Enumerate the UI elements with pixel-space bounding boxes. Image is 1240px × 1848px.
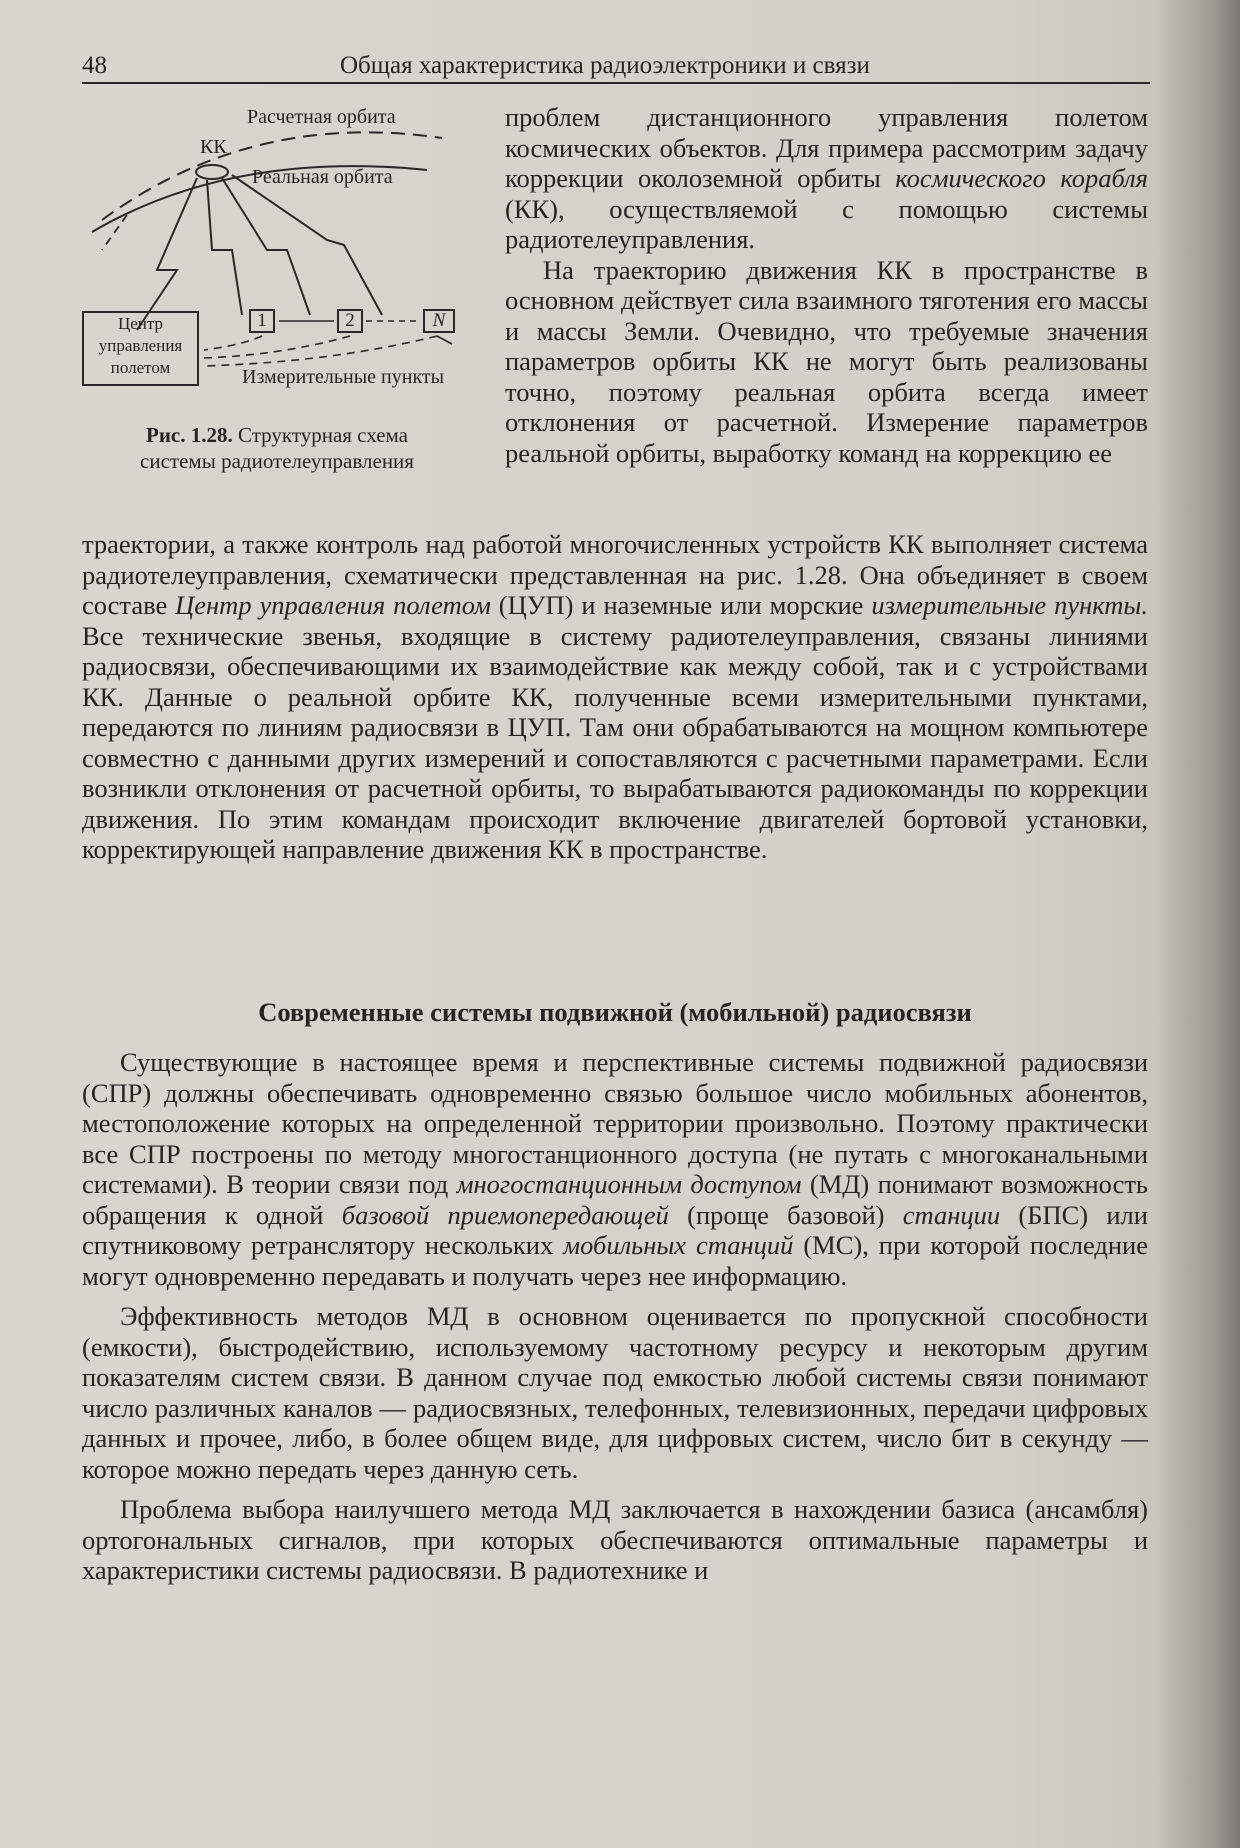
label-calculated-orbit: Расчетная орбита [247, 106, 396, 128]
label-point-2: 2 [345, 310, 355, 331]
section-body [82, 1047, 1148, 1586]
term-measuring-points: измерительные пункты. [871, 590, 1148, 620]
text-run: (БПС) или спутниковому ретранслятору нескольких [82, 1199, 1148, 1260]
term-base-transceiver: базовой приемопередающей [341, 1199, 669, 1230]
caption-line2: системы радиотелеуправления [140, 449, 414, 473]
text-run: (ЦУП) и наземные или морские [490, 590, 872, 620]
term-station: станции [902, 1199, 1001, 1230]
continuation-text [82, 529, 1148, 865]
running-header [82, 50, 1150, 84]
text-run: (КК), осуществляемой с помощью системы радиотелеуправления. [505, 193, 1148, 254]
label-point-n: N [432, 310, 446, 331]
figure-caption [82, 422, 472, 474]
section-paragraph-2: Эффективность методов МД в основном оценивается по пропускной способности (емкости), быстродействию, используемому частотному ресурсу и некоторым другим показателям систем связи. В данном случае под емкостью любой системы связи понимают число различных каналов — радиосвязных, телефонных, телевизионных, передачи цифровых данных и прочее, либо, в более общем виде, для цифровых систем, число бит в секунду — которое можно передать через данную сеть. [82, 1301, 1148, 1484]
intro-paragraph-2: На траекторию движения КК в пространстве в основном действует сила взаимного тяготения его массы и массы Земли. Очевидно, что требуемые значения параметров орбиты КК не могут быть реализованы точно, поэтому реальная орбита всегда имеет отклонения от расчетной. Измерение параметров реальной орбиты, выработку команд на коррекцию ее [505, 254, 1148, 468]
label-center-line2: управления [98, 336, 183, 355]
section-title: Современные системы подвижной (мобильной) радиосвязи [258, 997, 972, 1027]
tick [437, 336, 452, 344]
data-link-2 [204, 336, 350, 358]
text-run: Все технические звенья, входящие в систему радиотелеуправления, связаны линиями радиосвязи, обеспечивающими их взаимодействие как между собой, так и с устройствами КК. Данные о реальной орбите КК, полученные всеми измерительными пунктами, передаются по линиям радиосвязи в ЦУП. Там они обрабатываются на мощном компьютере совместно с данными других измерений и сопоставляются с расчетными параметрами. Если возникли отклонения от расчетной орбиты, то вырабатываются радиокоманды по коррекции движения. По этим командам происходит включение двигателей бортовой установки, корректирующей направление движения КК в пространстве. [82, 620, 1148, 864]
intro-paragraph-1 [505, 102, 1148, 255]
label-center-line3: полетом [110, 358, 171, 377]
page-number: 48 [82, 52, 107, 79]
continuation-paragraph [82, 529, 1148, 865]
running-title: Общая характеристика радиоэлектроники и связи [340, 52, 870, 79]
text-run: Существующие в настоящее время и перспективные системы подвижной радиосвязи (СПР) должны обеспечивать одновременно связью большое число мобильных абонентов, местоположение которых на определенной территории произвольно. Поэтому практически все СПР построены по методу многостанционного доступа (не путать с многоканальными системами). В теории связи под [82, 1047, 1148, 1199]
spacecraft-icon [196, 165, 228, 179]
term-flight-control-center: Центр управления полетом [175, 590, 491, 620]
data-link-n [204, 336, 437, 366]
caption-label: Рис. 1.28. [146, 423, 233, 447]
text-run: (МС), при которой последние могут одновременно передавать и получать через нее информацию. [82, 1230, 1149, 1291]
label-measuring-points: Измерительные пункты [242, 366, 445, 388]
term-mobile-stations: мобильных станций [563, 1230, 794, 1260]
radio-link-center [137, 178, 197, 330]
label-real-orbit: Реальная орбита [252, 166, 393, 188]
text-run: (МД) понимают возможность обращения к одной [82, 1169, 1149, 1230]
figure-1-28 [82, 100, 482, 500]
term-spacecraft: космического корабля [895, 163, 1148, 193]
data-link-1 [204, 336, 262, 350]
term-multistation-access: многостанционным доступом [456, 1169, 802, 1199]
label-center-line1: Центр [117, 314, 164, 333]
text-run: траектории, а также контроль над работой многочисленных устройств КК выполняет система радиотелеуправления, схематически представленная на рис. 1.28. Она объединяет в своем составе [82, 529, 1148, 620]
right-column-text [505, 102, 1148, 468]
text-run: (проще базовой) [668, 1199, 903, 1230]
section-paragraph-3: Проблема выбора наилучшего метода МД заключается в нахождении базиса (ансамбля) ортогональных сигналов, при которых обеспечиваются оптимальные параметры и характеристики системы радиосвязи. В радиотехнике и [82, 1494, 1148, 1585]
label-point-1: 1 [257, 310, 267, 331]
caption-text: Структурная схема [238, 423, 408, 447]
radio-link-n [232, 175, 382, 315]
label-kk: КК [200, 136, 227, 158]
section-paragraph-1 [82, 1047, 1148, 1291]
text-run: проблем дистанционного управления полетом космических объектов. Для примера рассмотрим задачу коррекции околоземной орбиты [505, 102, 1148, 193]
